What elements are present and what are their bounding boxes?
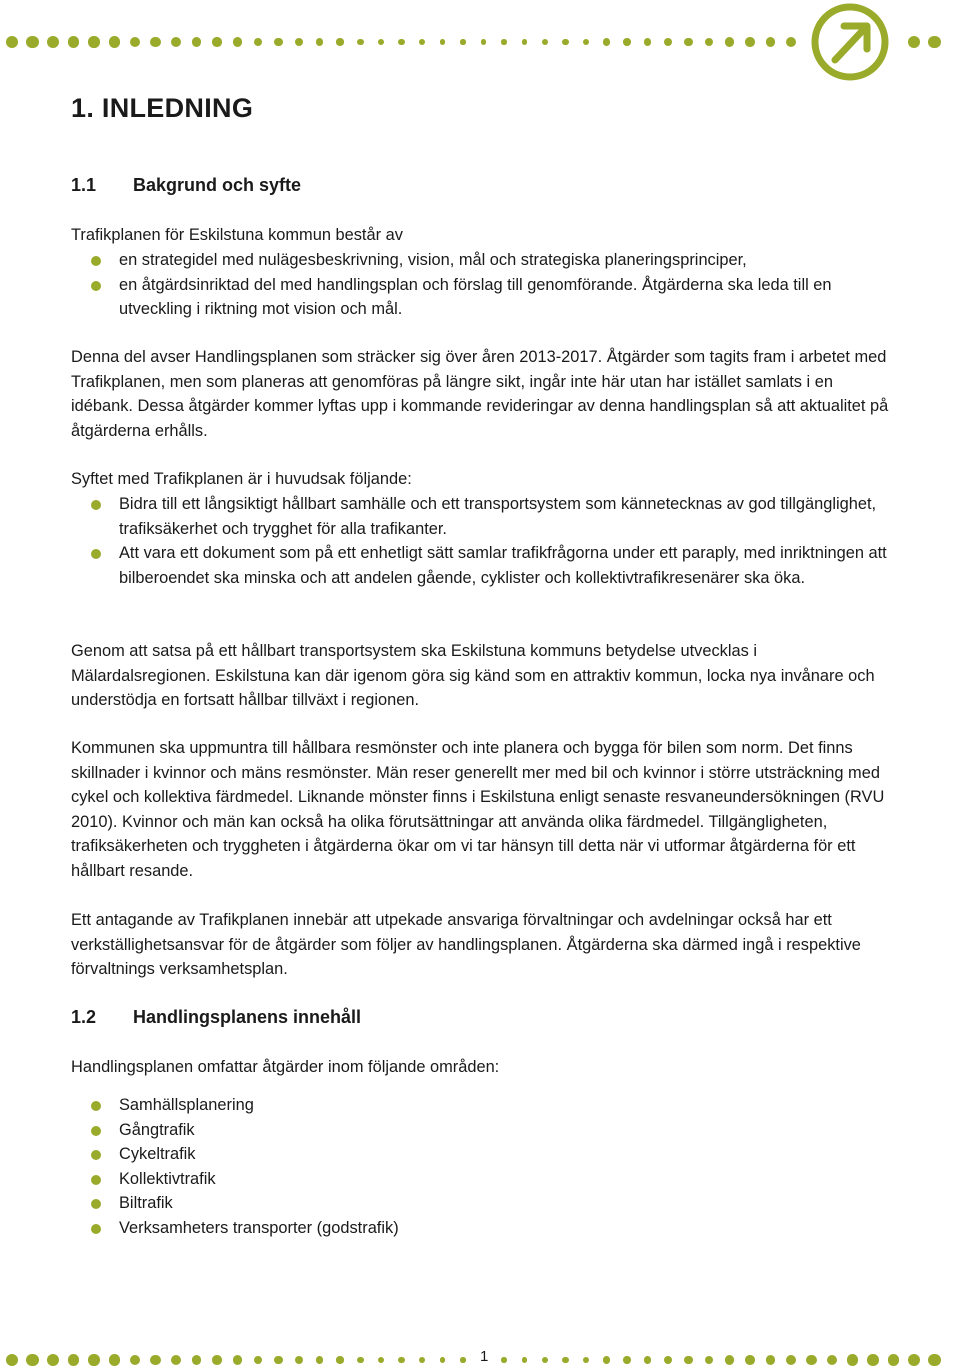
decorative-dot: [254, 38, 263, 47]
section-number: 1.1: [71, 175, 97, 195]
decorative-dot: [440, 1357, 446, 1363]
list-item: en åtgärdsinriktad del med handlingsplan och förslag till genomförande. Åtgärderna ska leda till en utveckling i riktning mot vision och mål.: [71, 273, 889, 322]
decorative-dot: [583, 39, 590, 46]
decorative-dot: [766, 37, 776, 47]
decorative-dot: [623, 1356, 630, 1363]
decorative-dot: [460, 1357, 465, 1362]
bullet-icon: [91, 1126, 101, 1136]
decorative-dot: [192, 1355, 202, 1365]
decorative-dot: [847, 1354, 858, 1365]
decorative-dot: [233, 37, 242, 46]
bullet-icon: [91, 1224, 101, 1234]
paragraph-travel-patterns: Kommunen ska uppmuntra till hållbara resmönster och inte planera och bygga för bilen som norm. Det finns skillnader i kvinnor och mäns resmönster. Män reser generellt mer med bil och kvinnor i större utsträckning med cykel och kollektiva färdmedel. Liknande mönster finns i Eskilstuna enligt senaste resvaneundersökningen (RVU 2010). Kvinnor och män kan också ha olika förutsättningar att använda olika färdmedel. Tillgängligheten, trafiksäkerheten och tryggheten i åtgärderna ökar om vi tar hänsyn till detta när vi utformar åtgärderna för ett hållbart resande.: [71, 739, 885, 880]
decorative-dot: [47, 1354, 59, 1366]
decorative-dot: [705, 38, 714, 47]
decorative-dot: [786, 1355, 796, 1365]
paragraph-adoption: Ett antagande av Trafikplanen innebär att utpekade ansvariga förvaltningar och avdelningar också har ett verkställighetsansvar för de åtgärder som följer av handlingsplanen. Åtgärderna ska därmed ingå i respektive förvaltnings verksamhetsplan.: [71, 911, 861, 979]
decorative-dot: [398, 1357, 404, 1363]
decorative-dot: [6, 1354, 19, 1367]
paragraph-region: Genom att satsa på ett hållbart transportsystem ska Eskilstuna kommuns betydelse utvecklas i Mälardalsregionen. Eskilstuna kan där igenom göra sig känd som en attraktiv kommun, locka nya invånare och understödja en fortsatt hållbar tillväxt i regionen.: [71, 642, 875, 710]
decorative-dot: [295, 1356, 303, 1364]
section-title: Bakgrund och syfte: [133, 175, 302, 195]
decorative-dot: [644, 38, 652, 46]
bullet-icon: [91, 1175, 101, 1185]
decorative-dot: [908, 1354, 920, 1366]
decorative-dot: [542, 1357, 548, 1363]
decorative-dot: [212, 1355, 221, 1364]
decorative-dot: [705, 1356, 714, 1365]
decorative-dot: [440, 39, 446, 45]
bullet-icon: [91, 1150, 101, 1160]
decorative-dot: [623, 38, 630, 45]
list-item: Gångtrafik: [71, 1118, 889, 1143]
decorative-dot: [460, 39, 465, 44]
chapter-heading: 1. INLEDNING: [71, 93, 254, 123]
decorative-dot: [786, 37, 796, 47]
list-item: Kollektivtrafik: [71, 1167, 889, 1192]
decorative-dot: [562, 1357, 568, 1363]
list-item: Bidra till ett långsiktigt hållbart samhälle och ett transportsystem som kännetecknas av god tillgänglighet, trafiksäkerhet och trygghet för alla trafikanter.: [71, 492, 889, 541]
decorative-dot: [928, 36, 941, 49]
decorative-dot: [316, 38, 324, 46]
section-heading-1-2: [71, 1007, 361, 1028]
decorative-dot: [684, 1356, 692, 1364]
decorative-dot: [171, 1355, 181, 1365]
decorative-dot: [725, 1355, 734, 1364]
bullet-icon: [91, 549, 101, 559]
list-item: Biltrafik: [71, 1191, 889, 1216]
decorative-dot: [603, 38, 610, 45]
decorative-dot: [150, 1355, 160, 1365]
list-item: Cykeltrafik: [71, 1142, 889, 1167]
decorative-dot: [644, 1356, 652, 1364]
bullet-icon: [91, 1101, 101, 1111]
decorative-dot: [68, 36, 80, 48]
decorative-dot: [522, 1357, 528, 1363]
page-number: 1: [480, 1348, 489, 1365]
decorative-dot: [542, 39, 548, 45]
paragraph-intro: Trafikplanen för Eskilstuna kommun består av: [71, 226, 403, 244]
decorative-dot: [419, 1357, 425, 1363]
list-item: Att vara ett dokument som på ett enhetligt sätt samlar trafikfrågorna under ett paraply, med inriktningen att bilberoendet ska minska och att andelen gående, cyklister och kollektivtrafikresenärer ska öka.: [71, 541, 889, 590]
decorative-dot: [130, 1355, 141, 1366]
decorative-dot: [274, 38, 282, 46]
decorative-dot: [336, 1356, 343, 1363]
decorative-dot: [684, 38, 692, 46]
decorative-dot: [827, 1355, 838, 1366]
decorative-dot: [888, 1354, 900, 1366]
decorative-dot: [254, 1356, 263, 1365]
decorative-dot: [357, 1357, 364, 1364]
decorative-dot: [336, 38, 343, 45]
decorative-dot: [766, 1355, 776, 1365]
decorative-dot: [88, 36, 99, 47]
list-item: en strategidel med nulägesbeskrivning, vision, mål och strategiska planeringsprinciper,: [71, 248, 889, 273]
decorative-dot: [908, 36, 920, 48]
decorative-dot: [109, 1354, 120, 1365]
bullet-list-purpose: [71, 492, 889, 590]
decorative-dot: [171, 37, 181, 47]
decorative-dot: [47, 36, 59, 48]
section-number: 1.2: [71, 1007, 97, 1027]
decorative-dot: [130, 37, 141, 48]
paragraph-scope: Denna del avser Handlingsplanen som sträcker sig över åren 2013-2017. Åtgärder som tagits fram i arbetet med Trafikplanen, men som planeras att genomföras på längre sikt, ingår inte här utan har istället samlats i en idébank. Dessa åtgärder kommer lyftas upp i kommande revideringar av denna handlingsplan så att aktualitet på åtgärderna erhålls.: [71, 348, 889, 440]
decorative-dot: [745, 1355, 755, 1365]
decorative-dot: [212, 37, 221, 46]
bullet-icon: [91, 256, 101, 266]
decorative-dot: [192, 37, 202, 47]
decorative-dot: [522, 39, 528, 45]
decorative-dot: [501, 1357, 506, 1362]
circle-arrow-up-right-icon: [810, 2, 890, 82]
decorative-dot: [357, 39, 364, 46]
bullet-icon: [91, 281, 101, 291]
decorative-dot: [745, 37, 755, 47]
decorative-dot: [867, 1354, 879, 1366]
decorative-dot: [88, 1354, 99, 1365]
decorative-dot: [501, 39, 506, 44]
decorative-dot: [109, 36, 120, 47]
paragraph-areas-intro: Handlingsplanen omfattar åtgärder inom följande områden:: [71, 1058, 500, 1076]
list-item: Samhällsplanering: [71, 1093, 889, 1118]
decorative-dot: [583, 1357, 590, 1364]
decorative-dot: [378, 39, 385, 46]
decorative-dot: [398, 39, 404, 45]
decorative-dot: [68, 1354, 80, 1366]
decorative-dot: [664, 1356, 672, 1364]
decorative-dot: [725, 37, 734, 46]
list-item: Verksamheters transporter (godstrafik): [71, 1216, 889, 1241]
decorative-dot: [806, 1355, 817, 1366]
decorative-dot: [274, 1356, 282, 1364]
bullet-list-parts: [71, 248, 889, 322]
decorative-dot: [26, 1354, 38, 1366]
decorative-dot: [603, 1356, 610, 1363]
decorative-dot: [26, 36, 38, 48]
bullet-icon: [91, 1199, 101, 1209]
decorative-dot: [6, 36, 19, 49]
bullet-icon: [91, 500, 101, 510]
decorative-dot: [419, 39, 425, 45]
decorative-dot: [316, 1356, 324, 1364]
decorative-dot: [295, 38, 303, 46]
decorative-dot: [233, 1355, 242, 1364]
decorative-dot: [562, 39, 568, 45]
bullet-list-areas: [71, 1093, 889, 1241]
decorative-dot: [150, 37, 160, 47]
section-title: Handlingsplanens innehåll: [133, 1007, 362, 1027]
decorative-dot: [481, 39, 486, 44]
decorative-dot: [928, 1354, 941, 1367]
paragraph-purpose-intro: Syftet med Trafikplanen är i huvudsak följande:: [71, 470, 412, 488]
section-heading-1-1: [71, 175, 301, 196]
decorative-dot: [378, 1357, 385, 1364]
decorative-dot: [664, 38, 672, 46]
